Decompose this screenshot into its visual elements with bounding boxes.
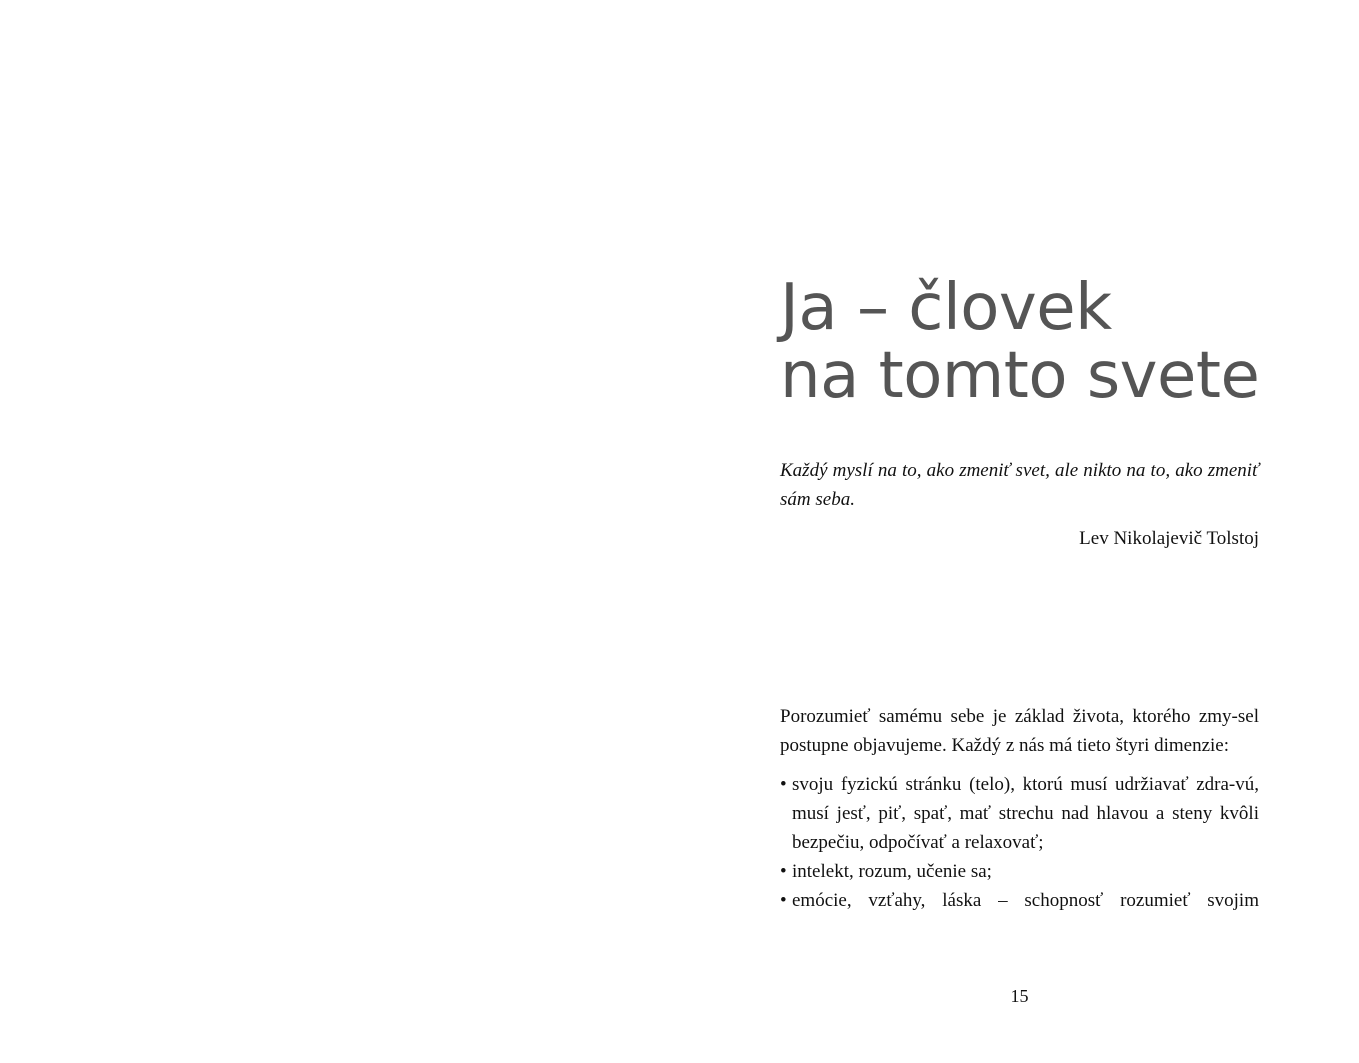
bullet-icon: • bbox=[780, 890, 787, 911]
epigraph-quote: Každý myslí na to, ako zmeniť svet, ale nikto na to, ako zmeniť sám seba. bbox=[780, 460, 1259, 510]
list-item bbox=[780, 770, 1259, 857]
list-item-text: intelekt, rozum, učenie sa; bbox=[792, 861, 992, 882]
chapter-title-line-1: Ja – človek bbox=[780, 271, 1112, 345]
chapter-title-line-2: na tomto svete bbox=[780, 339, 1260, 413]
list-item bbox=[780, 857, 1259, 886]
body-text bbox=[780, 702, 1259, 915]
list-item-text: emócie, vzťahy, láska – schopnosť rozumieť svojim bbox=[792, 890, 1259, 911]
bullet-icon: • bbox=[780, 861, 787, 882]
right-page bbox=[680, 0, 1359, 1063]
page-number: 15 bbox=[1010, 986, 1029, 1006]
chapter-title bbox=[780, 271, 1260, 413]
epigraph bbox=[780, 456, 1259, 552]
bullet-icon: • bbox=[780, 774, 787, 795]
list-item bbox=[780, 886, 1259, 915]
epigraph-author: Lev Nikolajevič Tolstoj bbox=[1079, 528, 1259, 549]
list-item-text: svoju fyzickú stránku (telo), ktorú musí udržiavať zdra-vú, musí jesť, piť, spať, mať strechu nad hlavou a steny kvôli bezpečiu, odpočívať a relaxovať; bbox=[792, 774, 1259, 853]
intro-paragraph: Porozumieť samému sebe je základ života, ktorého zmy-sel postupne objavujeme. Každý z nás má tieto štyri dimenzie: bbox=[780, 706, 1259, 756]
dimensions-list bbox=[780, 770, 1259, 915]
